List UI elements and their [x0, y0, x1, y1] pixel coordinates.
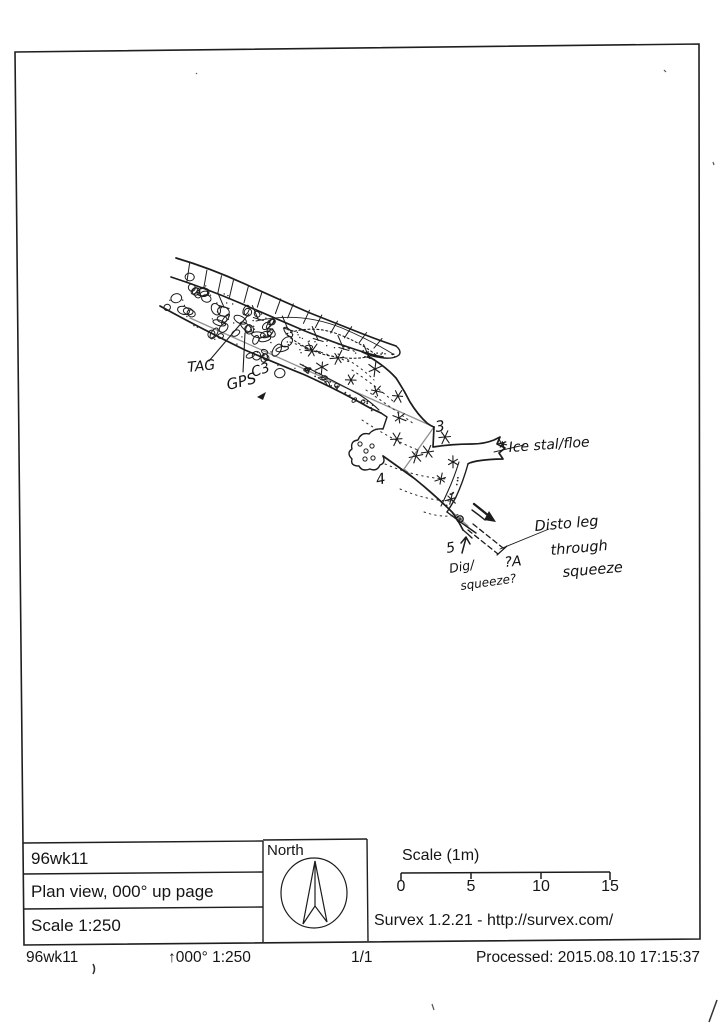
scalebar-tick-5: 5	[466, 878, 476, 895]
station-3-label: 3	[434, 416, 447, 436]
scale-description: Scale 1:250	[31, 916, 121, 935]
ice-stal-label: Ice stal/floe	[508, 434, 591, 456]
ceiling-hatching	[187, 263, 382, 359]
statusbar-bearing-scale: ↑000° 1:250	[168, 949, 251, 966]
station-4-label: 4	[374, 469, 388, 489]
view-description: Plan view, 000° up page	[31, 882, 214, 901]
ice-crystal-stars	[305, 344, 507, 505]
scalebar-tick-15: 15	[601, 878, 619, 895]
gps-leader-line	[243, 333, 245, 372]
scalebar-label: Scale (1m)	[402, 847, 480, 864]
disto-note-line2: through	[549, 538, 609, 559]
north-label: North	[267, 842, 304, 859]
scalebar-tick-10: 10	[532, 878, 550, 895]
statusbar-page-number: 1/1	[351, 949, 373, 966]
dig-label: Dig/	[447, 556, 476, 576]
survex-credit: Survex 1.2.21 - http://survex.com/	[374, 912, 614, 929]
station-5-label: 5	[444, 539, 457, 557]
statusbar-processed-timestamp: Processed: 2015.08.10 17:15:37	[475, 949, 700, 966]
scale-bar	[401, 872, 610, 881]
page-border	[15, 44, 700, 945]
statusbar-survey-name: 96wk11	[26, 949, 79, 966]
disto-leg-dashed	[468, 524, 503, 554]
cave-survey-sketch	[160, 258, 624, 593]
small-arrow-mark	[257, 392, 266, 400]
cave-wall	[349, 413, 387, 470]
label-gps: GPS	[224, 369, 259, 394]
cave-wall	[463, 530, 472, 538]
scalebar-tick-0: 0	[396, 878, 406, 895]
query-a-label: ?A	[503, 553, 523, 571]
cave-wall	[447, 464, 468, 512]
stipple-dots	[169, 285, 459, 506]
cave-wall	[383, 456, 463, 530]
disto-note-line3: squeeze	[561, 559, 624, 581]
label-tag: TAG	[186, 357, 216, 376]
disto-note-line1: Disto leg	[533, 513, 600, 535]
compass-rose	[281, 858, 347, 928]
survey-name: 96wk11	[31, 849, 89, 868]
label-c3: C3	[249, 359, 273, 381]
up-arrow	[461, 537, 470, 553]
squeeze-question-label: squeeze?	[459, 571, 518, 593]
